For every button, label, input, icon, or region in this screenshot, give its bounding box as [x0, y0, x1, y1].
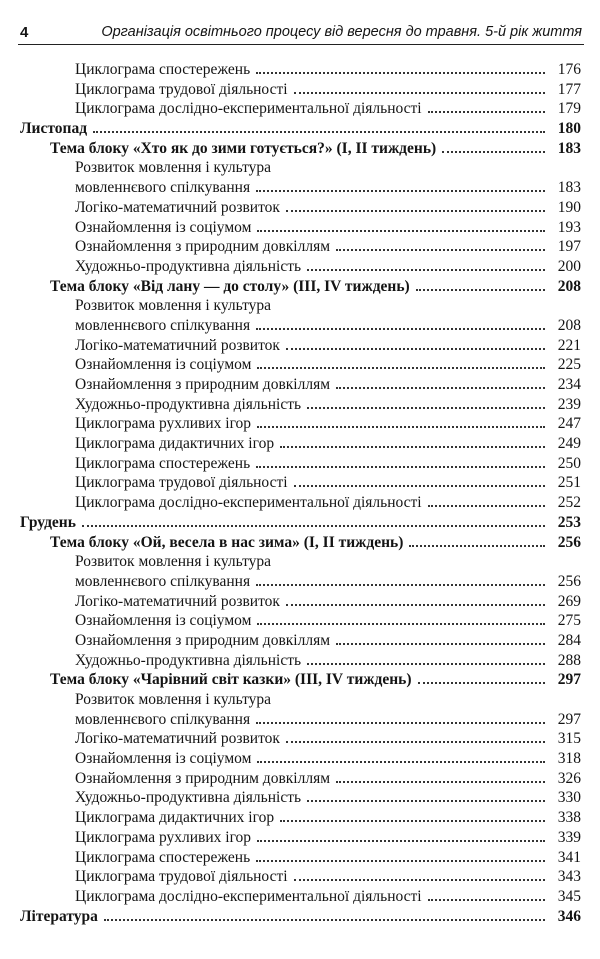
toc-section [0, 907, 600, 927]
toc-entry-page: 183 [557, 179, 581, 197]
toc-entry [0, 651, 600, 671]
toc-entry-label: Тема блоку «Ой, весела в нас зима» (I, II тиждень) [50, 533, 404, 551]
toc-entry [0, 808, 600, 828]
toc-entry-page: 250 [557, 454, 581, 472]
dot-leader [257, 611, 545, 625]
dot-leader [294, 473, 545, 487]
page-number: 4 [20, 24, 29, 41]
dot-leader [256, 60, 545, 74]
toc-entry-label: Циклограма дидактичних ігор [75, 435, 275, 453]
dot-leader [256, 316, 545, 330]
toc-entry-label: Розвиток мовлення і культура [75, 553, 272, 571]
toc-entry-page: 208 [557, 316, 581, 334]
toc-entry-page: 330 [557, 789, 581, 807]
toc-entry-page: 338 [557, 809, 581, 827]
table-of-contents [0, 60, 600, 926]
dot-leader [256, 848, 545, 862]
toc-entry [0, 690, 600, 710]
dot-leader [428, 493, 545, 507]
dot-leader [294, 80, 545, 94]
toc-entry-label: мовленнєвого спілкування [75, 710, 251, 728]
toc-entry-label: Логіко-математичний розвиток [75, 730, 280, 748]
toc-entry-label: Ознайомлення із соціумом [75, 612, 252, 630]
dot-leader [257, 828, 545, 842]
toc-entry [0, 414, 600, 434]
toc-entry-page: 315 [557, 730, 581, 748]
dot-leader [286, 729, 545, 743]
toc-entry-label: Грудень [20, 513, 76, 531]
toc-entry-label: мовленнєвого спілкування [75, 316, 251, 334]
dot-leader [257, 218, 545, 232]
toc-entry [0, 552, 600, 572]
toc-entry-label: Циклограма дослідно-експериментальної діяльності [75, 494, 422, 512]
dot-leader [428, 887, 545, 901]
toc-entry-label: Художньо-продуктивна діяльність [75, 257, 302, 275]
toc-entry [0, 198, 600, 218]
dot-leader [104, 907, 545, 921]
toc-entry-page: 288 [557, 651, 581, 669]
toc-entry-label: Циклограма спостережень [75, 848, 251, 866]
toc-entry-label: Ознайомлення з природним довкіллям [75, 238, 331, 256]
toc-entry [0, 158, 600, 178]
dot-leader [257, 749, 545, 763]
toc-section [0, 513, 600, 533]
toc-entry-label: Ознайомлення з природним довкіллям [75, 631, 331, 649]
toc-entry-page: 253 [557, 513, 581, 531]
toc-entry-label: Ознайомлення із соціумом [75, 750, 252, 768]
toc-entry-page: 275 [557, 612, 581, 630]
toc-entry-label: мовленнєвого спілкування [75, 179, 251, 197]
toc-entry [0, 80, 600, 100]
toc-entry-page: 326 [557, 769, 581, 787]
toc-entry [0, 395, 600, 415]
dot-leader [286, 336, 545, 350]
toc-entry-page: 225 [557, 356, 581, 374]
toc-entry-label: Циклограма трудової діяльності [75, 80, 288, 98]
toc-entry-page: 183 [557, 139, 581, 157]
toc-entry-label: Циклограма рухливих ігор [75, 415, 252, 433]
toc-entry-label: Ознайомлення із соціумом [75, 356, 252, 374]
toc-entry-page: 256 [557, 572, 581, 590]
toc-entry-page: 297 [557, 671, 581, 689]
toc-entry [0, 60, 600, 80]
toc-entry-page: 190 [557, 198, 581, 216]
toc-entry [0, 848, 600, 868]
toc-entry-label: Циклограма дидактичних ігор [75, 809, 275, 827]
toc-entry-page: 180 [557, 120, 581, 138]
toc-entry-page: 176 [557, 61, 581, 78]
toc-entry [0, 493, 600, 513]
toc-entry-label: Циклограма трудової діяльності [75, 868, 288, 886]
dot-leader [82, 513, 545, 527]
toc-entry-label: Логіко-математичний розвиток [75, 592, 280, 610]
toc-entry-label: Розвиток мовлення і культура [75, 297, 272, 315]
toc-entry-label: Тема блоку «Від лану — до столу» (III, IV тиждень) [50, 277, 410, 295]
toc-entry-page: 221 [557, 336, 581, 354]
toc-entry-page: 345 [557, 887, 581, 905]
toc-entry-label: мовленнєвого спілкування [75, 572, 251, 590]
toc-entry-page: 297 [557, 710, 581, 728]
toc-entry-label: Ознайомлення із соціумом [75, 218, 252, 236]
toc-entry-page: 179 [557, 100, 581, 118]
toc-entry-page: 200 [557, 257, 581, 275]
toc-entry-page: 346 [557, 907, 581, 925]
toc-entry-label: Циклограма трудової діяльності [75, 474, 288, 492]
dot-leader [336, 631, 545, 645]
toc-topic [0, 277, 600, 297]
toc-entry [0, 788, 600, 808]
toc-entry-page: 256 [557, 533, 581, 551]
toc-entry [0, 454, 600, 474]
toc-entry [0, 237, 600, 257]
dot-leader [428, 99, 545, 113]
toc-entry [0, 592, 600, 612]
toc-entry [0, 611, 600, 631]
toc-entry-page: 249 [557, 435, 581, 453]
dot-leader [256, 710, 545, 724]
toc-entry [0, 336, 600, 356]
toc-entry-label: Логіко-математичний розвиток [75, 198, 280, 216]
dot-leader [294, 867, 545, 881]
toc-entry-page: 318 [557, 750, 581, 768]
toc-entry [0, 631, 600, 651]
toc-entry-label: Листопад [20, 120, 88, 138]
toc-entry-page: 193 [557, 218, 581, 236]
toc-entry [0, 434, 600, 454]
toc-entry [0, 729, 600, 749]
dot-leader [93, 119, 545, 133]
toc-entry-label: Ознайомлення з природним довкіллям [75, 769, 331, 787]
dot-leader [256, 454, 545, 468]
toc-entry [0, 178, 600, 198]
toc-entry-label: Художньо-продуктивна діяльність [75, 395, 302, 413]
dot-leader [409, 533, 545, 547]
toc-topic [0, 533, 600, 553]
dot-leader [307, 651, 545, 665]
dot-leader [256, 178, 545, 192]
toc-entry-label: Розвиток мовлення і культура [75, 691, 272, 708]
toc-entry-label: Ознайомлення з природним довкіллям [75, 376, 331, 393]
toc-entry-page: 284 [557, 631, 581, 649]
toc-entry-page: 341 [557, 848, 581, 866]
dot-leader [280, 434, 545, 448]
toc-entry [0, 769, 600, 789]
dot-leader [286, 198, 545, 212]
toc-entry-label: Тема блоку «Хто як до зими готується?» (I, II тиждень) [50, 139, 437, 157]
toc-entry [0, 375, 600, 395]
toc-entry [0, 887, 600, 907]
toc-entry [0, 296, 600, 316]
toc-entry [0, 749, 600, 769]
dot-leader [286, 592, 545, 606]
toc-entry-label: Циклограма дослідно-експериментальної діяльності [75, 100, 422, 118]
toc-entry [0, 99, 600, 119]
toc-entry-label: Художньо-продуктивна діяльність [75, 789, 302, 807]
toc-entry-page: 197 [557, 238, 581, 256]
toc-entry-label: Циклограма спостережень [75, 454, 251, 472]
toc-entry-page: 251 [557, 474, 581, 492]
toc-entry-page: 269 [557, 592, 581, 610]
dot-leader [336, 237, 545, 251]
dot-leader [336, 375, 545, 389]
dot-leader [307, 788, 545, 802]
dot-leader [307, 395, 545, 409]
toc-entry [0, 257, 600, 277]
dot-leader [416, 277, 545, 291]
toc-entry-page: 239 [557, 395, 581, 413]
toc-entry [0, 218, 600, 238]
dot-leader [257, 355, 545, 369]
toc-entry-label: Циклограма дослідно-експериментальної діяльності [75, 887, 422, 905]
running-title: Організація освітнього процесу від вересня до травня. 5-й рік життя [101, 24, 582, 40]
dot-leader [280, 808, 545, 822]
dot-leader [418, 670, 545, 684]
toc-entry-label: Розвиток мовлення і культура [75, 159, 272, 177]
dot-leader [336, 769, 545, 783]
toc-entry [0, 316, 600, 336]
toc-entry-label: Логіко-математичний розвиток [75, 336, 280, 354]
toc-entry [0, 828, 600, 848]
toc-entry-page: 247 [557, 415, 581, 433]
toc-entry-page: 177 [557, 80, 581, 98]
dot-leader [257, 414, 545, 428]
toc-entry [0, 867, 600, 887]
dot-leader [442, 139, 545, 153]
toc-entry [0, 710, 600, 730]
dot-leader [307, 257, 545, 271]
toc-topic [0, 670, 600, 690]
toc-entry-page: 208 [557, 277, 581, 295]
toc-entry-label: Циклограма рухливих ігор [75, 828, 252, 846]
toc-entry-page: 252 [557, 494, 581, 512]
toc-entry-page: 339 [557, 828, 581, 846]
toc-entry-label: Література [20, 907, 98, 925]
toc-entry [0, 473, 600, 493]
toc-entry-label: Художньо-продуктивна діяльність [75, 651, 302, 669]
toc-topic [0, 139, 600, 159]
page-header [18, 20, 584, 45]
toc-entry [0, 355, 600, 375]
toc-entry-page: 343 [557, 868, 581, 886]
toc-entry-label: Циклограма спостережень [75, 61, 251, 78]
dot-leader [256, 572, 545, 586]
toc-entry-label: Тема блоку «Чарівний світ казки» (III, IV тиждень) [50, 671, 412, 689]
toc-entry-page: 234 [557, 376, 581, 393]
toc-section [0, 119, 600, 139]
toc-entry [0, 572, 600, 592]
